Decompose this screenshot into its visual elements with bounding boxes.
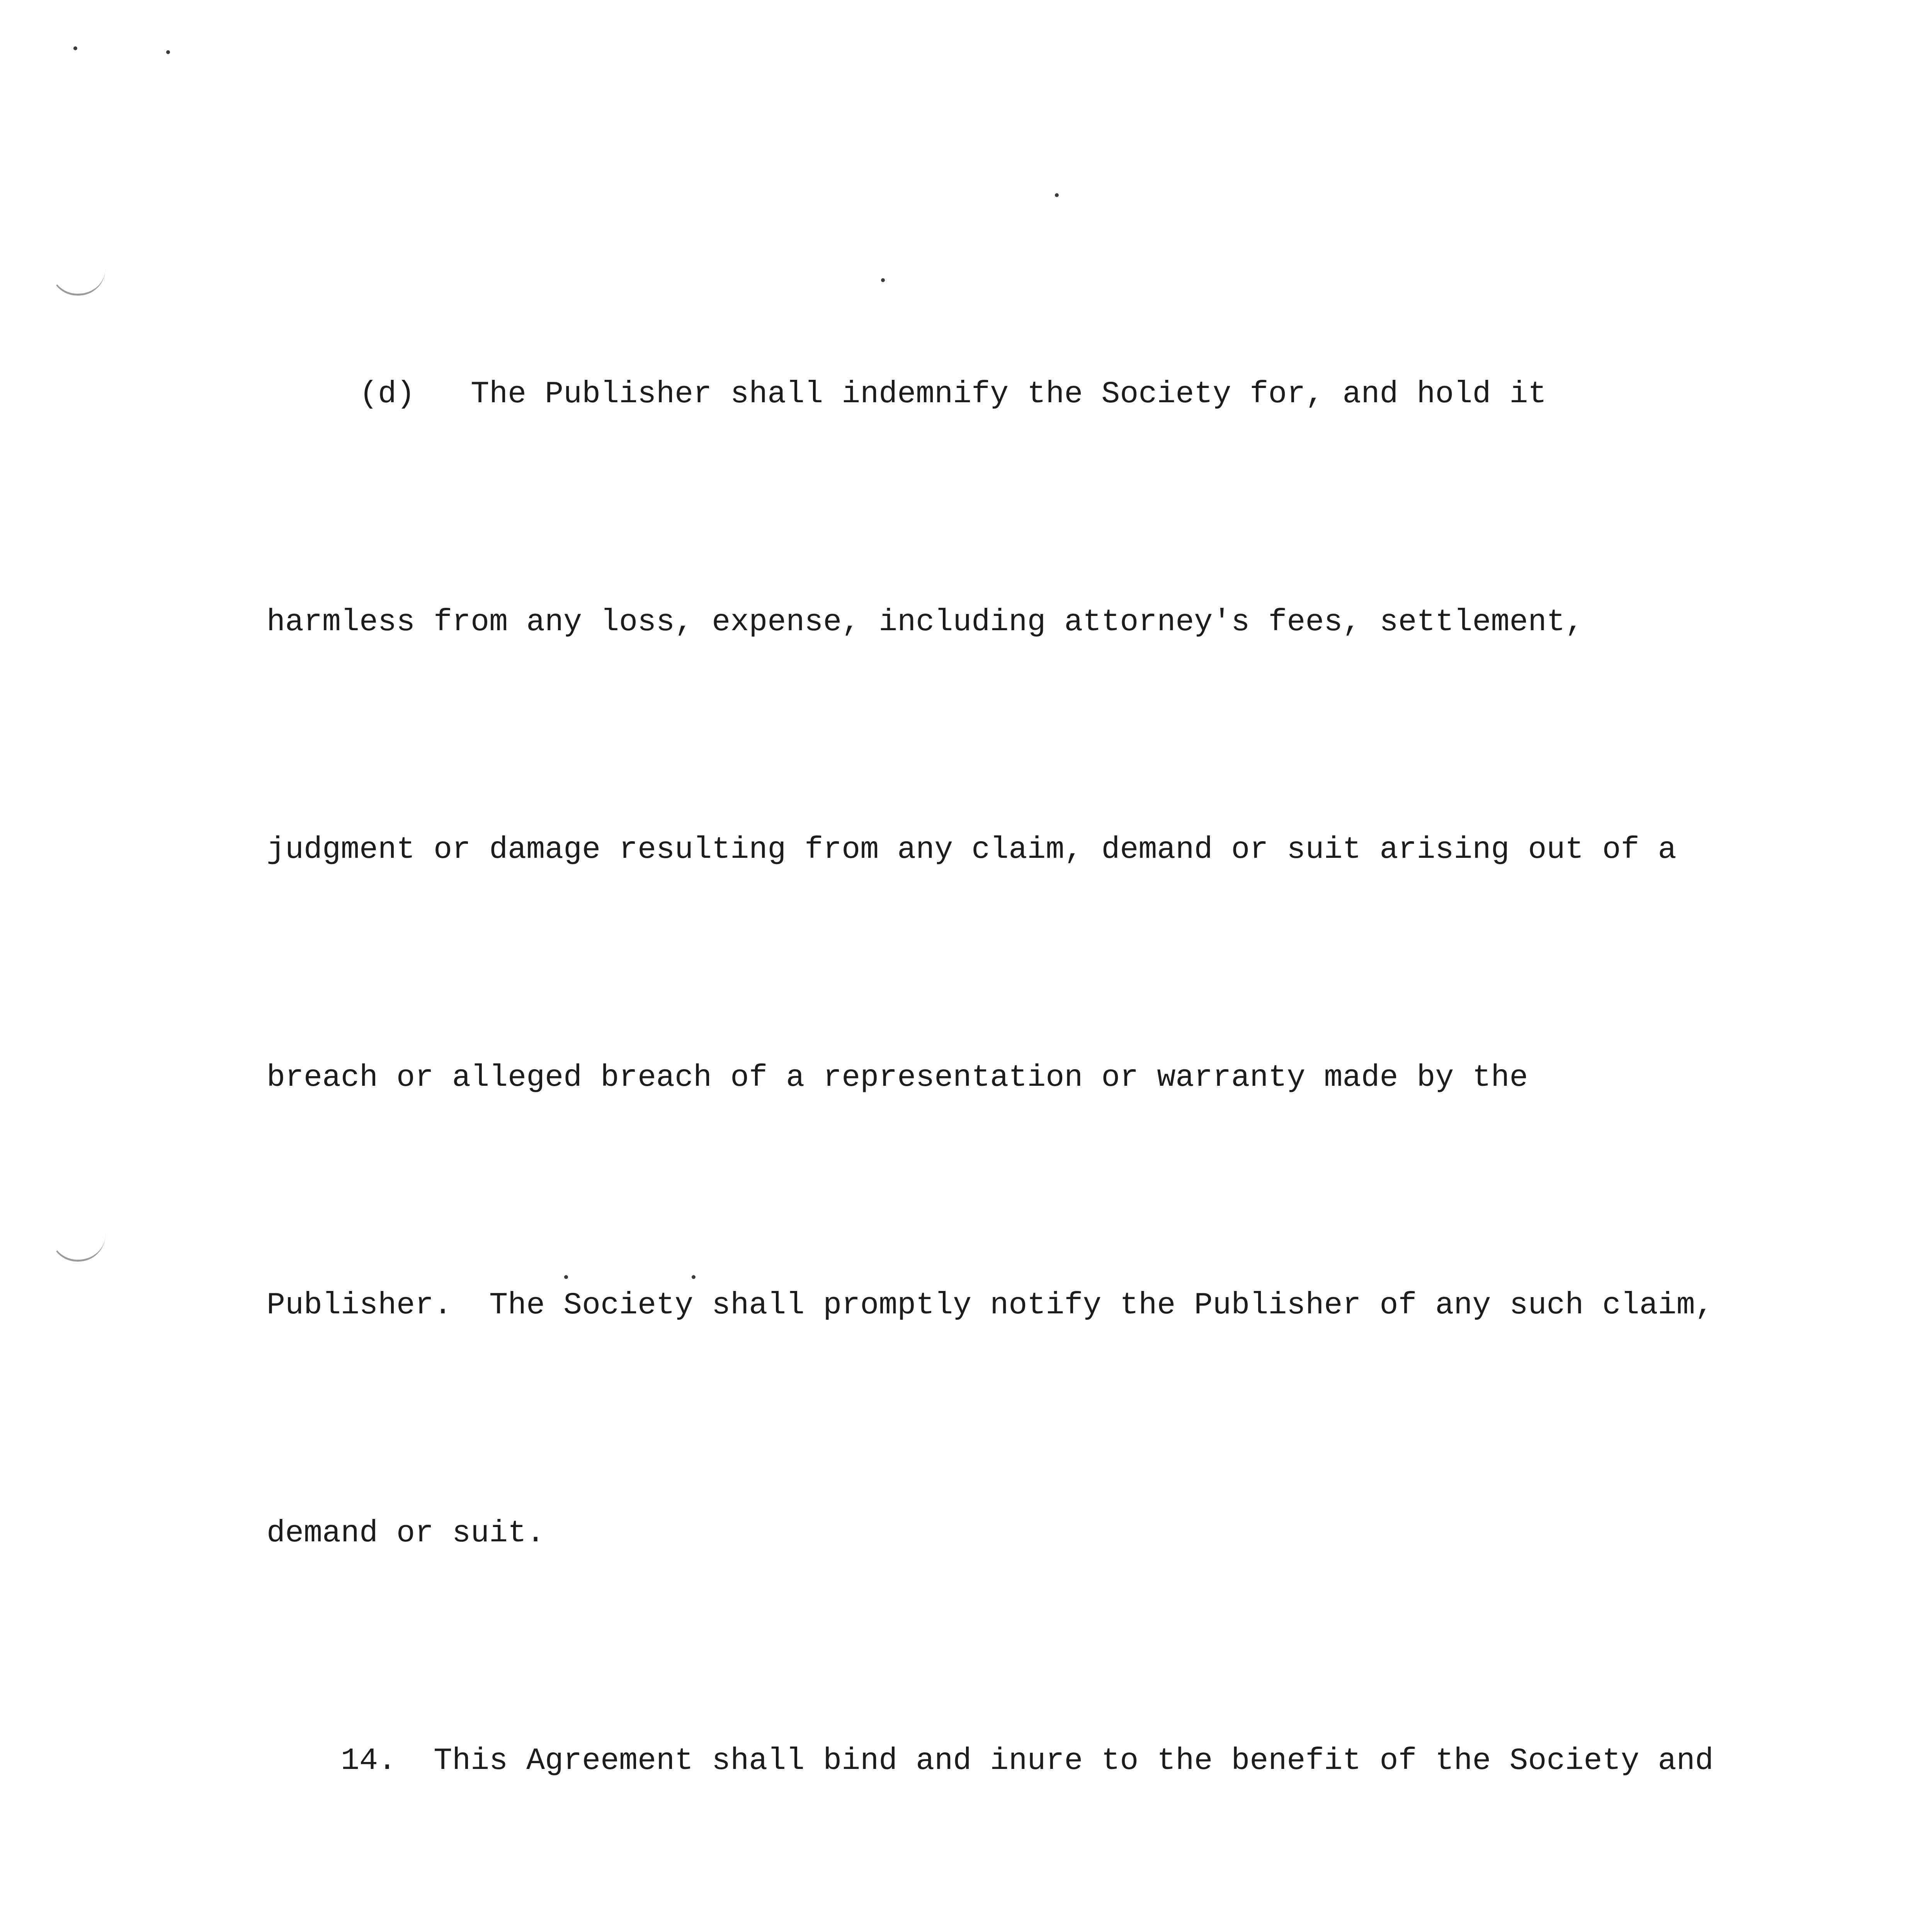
text-line: 14. This Agreement shall bind and inure to the benefit of the Society and bbox=[267, 1743, 1714, 1779]
text-line: Publisher. The Society shall promptly notify the Publisher of any such claim, bbox=[267, 1288, 1714, 1323]
text-line: (d) The Publisher shall indemnify the Society for, and hold it bbox=[267, 377, 1547, 412]
scan-speck bbox=[73, 46, 77, 50]
text-line: demand or suit. bbox=[267, 1515, 545, 1551]
document-body bbox=[267, 205, 1774, 1932]
punch-hole-mark bbox=[50, 1225, 105, 1262]
text-line: judgment or damage resulting from any claim, demand or suit arising out of a bbox=[267, 832, 1677, 867]
scan-speck bbox=[166, 50, 170, 54]
text-line: breach or alleged breach of a representation or warranty made by the bbox=[267, 1060, 1528, 1095]
punch-hole-mark bbox=[50, 259, 105, 296]
scan-speck bbox=[1055, 193, 1059, 197]
text-line: harmless from any loss, expense, including attorney's fees, settlement, bbox=[267, 604, 1584, 640]
